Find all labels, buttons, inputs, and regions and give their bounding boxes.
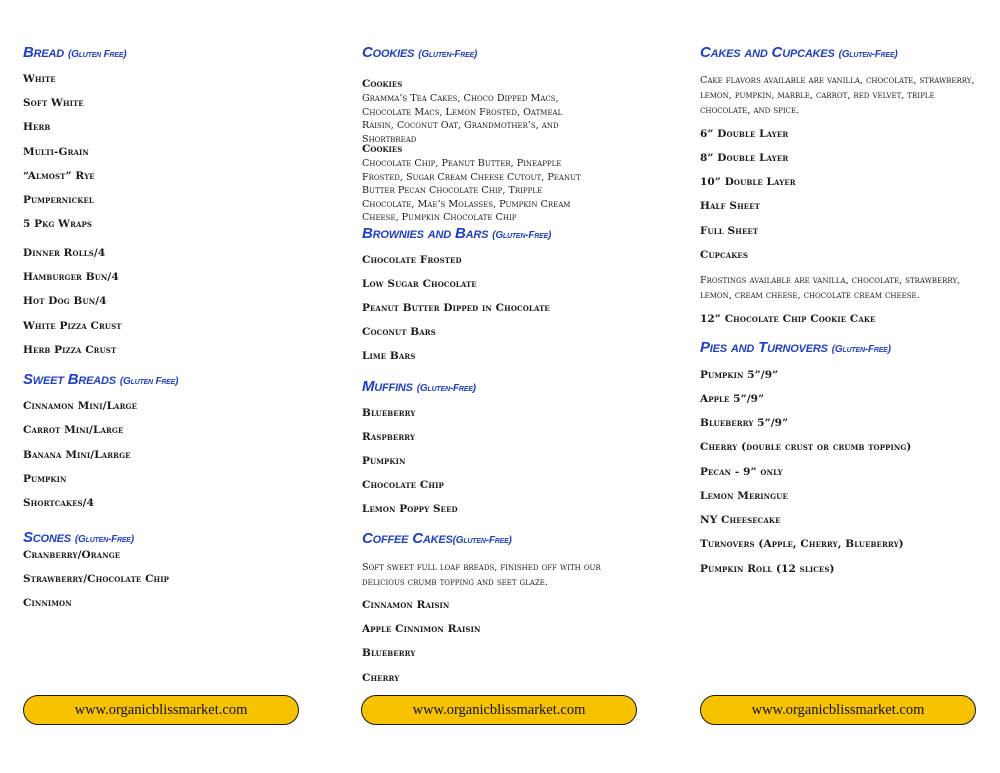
list-item: Peanut Butter Dipped in Chocolate [362,302,550,314]
list-item: Cinnamon Mini/Large [23,400,138,412]
cookies-group2-text: Chocolate Chip, Peanut Butter, Pineapple Frosted, Sugar Cream Cheese Cutout, Peanut Butter Pecan Chocolate Chip, Tripple Chocolate, Mae’s Molasses, Pumpkin Cream Cheese, Pumpkin Chocolate Chip [362,158,581,223]
list-item: Dinner Rolls/4 [23,247,106,259]
list-item: Half Sheet [700,200,760,212]
list-item: Herb Pizza Crust [23,344,117,356]
muffins-heading [362,378,476,395]
website-link-middle[interactable]: www.organicblissmarket.com [361,695,637,725]
pies-title: Pies and Turnovers [700,339,828,356]
list-item: Hot Dog Bun/4 [23,295,107,307]
column-middle [362,0,652,773]
sweet-breads-heading [23,371,178,388]
list-item: Lemon Meringue [700,490,788,502]
cakes-title: Cakes and Cupcakes [700,44,835,61]
list-item: Pumpkin Roll (12 slices) [700,563,835,575]
list-item: Cherry [362,672,400,684]
cookies-group2-label: Cookies [362,143,403,155]
list-item: Blueberry [362,407,416,419]
bread-subtitle: (Gluten Free) [67,49,127,60]
list-item: Apple 5”/9” [700,393,765,405]
list-item: Pecan - 9” only [700,466,783,478]
list-item: White Pizza Crust [23,320,122,332]
list-item: Blueberry [362,647,416,659]
coffee-cakes-title: Coffee Cakes [362,530,453,547]
list-item: Raspberry [362,431,416,443]
cookies-title: Cookies [362,44,415,61]
cookies-heading [362,44,477,61]
list-item: Pumpkin [362,455,406,467]
list-item: Soft White [23,97,84,109]
list-item: Herb [23,121,51,133]
bread-title: Bread [23,44,65,61]
sweet-breads-subtitle: (Gluten Free) [119,376,179,387]
cookies-subtitle: (Gluten-Free) [418,49,478,60]
list-item: Coconut Bars [362,326,436,338]
website-link-right[interactable]: www.organicblissmarket.com [700,695,976,725]
scones-heading [23,529,134,546]
list-item: Full Sheet [700,225,759,237]
list-item: Lime Bars [362,350,416,362]
list-item: Pumpernickel [23,194,94,206]
column-left [23,0,313,773]
list-item: Cranberry/Orange [23,549,121,561]
coffee-cakes-subtitle: (Gluten-Free) [452,535,512,546]
column-right [700,0,980,773]
bread-heading [23,44,126,61]
list-item: Cinnimon [23,597,72,609]
list-item: 5 Pkg Wraps [23,218,93,230]
cookies-group1-text: Gramma’s Tea Cakes, Choco Dipped Macs, Chocolate Macs, Lemon Frosted, Oatmeal Raisin, Coconut Oat, Grandmother’s, and Shortbread [362,93,563,145]
frostings-text: Frostings available are vanilla, chocolate, strawberry, lemon, cream cheese, chocolate cream cheese. [700,275,961,301]
list-item: Banana Mini/Larrge [23,449,131,461]
brownies-heading [362,225,551,242]
cakes-subtitle: (Gluten-Free) [838,49,898,60]
sweet-breads-title: Sweet Breads [23,371,116,388]
list-item: Apple Cinnimon Raisin [362,623,481,635]
muffins-title: Muffins [362,378,413,395]
list-item: Hamburger Bun/4 [23,271,119,283]
list-item: 12” Chocolate Chip Cookie Cake [700,313,876,325]
list-item: Cinnamon Raisin [362,599,450,611]
list-item: Lemon Poppy Seed [362,503,458,515]
list-item: Turnovers (Apple, Cherry, Blueberry) [700,538,904,550]
list-item: Cupcakes [700,249,749,261]
website-link-left[interactable]: www.organicblissmarket.com [23,695,299,725]
list-item: NY Cheesecake [700,514,781,526]
list-item: Chocolate Frosted [362,254,462,266]
list-item: 10” Double Layer [700,176,796,188]
coffee-cakes-heading [362,530,512,547]
cake-flavors-text: Cake flavors available are vanilla, chocolate, strawberry, lemon, pumpkin, marble, carrot, red velvet, triple chocolate, and spice. [700,75,975,116]
list-item: Pumpkin 5”/9” [700,369,779,381]
list-item: Cherry (double crust or crumb topping) [700,441,912,453]
scones-title: Scones [23,529,71,546]
list-item: Multi-Grain [23,146,89,158]
list-item: Pumpkin [23,473,67,485]
list-item: Blueberry 5”/9” [700,417,789,429]
list-item: Low Sugar Chocolate [362,278,477,290]
list-item: White [23,73,56,85]
brownies-subtitle: (Gluten-Free) [492,230,552,241]
scones-subtitle: (Gluten-Free) [74,534,134,545]
cookies-group1-label: Cookies [362,78,403,90]
pies-subtitle: (Gluten-Free) [831,344,891,355]
pies-heading [700,339,891,356]
brownies-title: Brownies and Bars [362,225,489,242]
muffins-subtitle: (Gluten-Free) [416,383,476,394]
cakes-heading [700,44,898,61]
list-item: 8” Double Layer [700,152,789,164]
list-item: Chocolate Chip [362,479,444,491]
list-item: Carrot Mini/Large [23,424,124,436]
list-item: Strawberry/Chocolate Chip [23,573,169,585]
list-item: “Almost” Rye [23,170,95,182]
list-item: 6” Double Layer [700,128,789,140]
list-item: Shortcakes/4 [23,497,95,509]
coffee-cakes-description: Soft sweet full loaf breads, finished off with our delicious crumb topping and seet glaze. [362,562,601,588]
